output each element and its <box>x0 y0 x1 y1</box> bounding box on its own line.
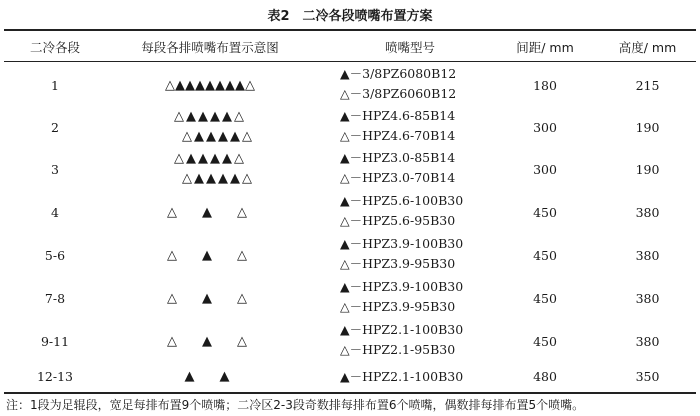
row-section: 12-13 <box>36 369 74 384</box>
row-section: 3 <box>51 162 59 177</box>
header-spacing: 间距/ mm <box>516 40 574 55</box>
row-pattern: △ ▲ △ <box>167 205 253 220</box>
row-section: 7-8 <box>44 291 66 306</box>
row-nozzle-top: ▲－HPZ2.1-100B30 <box>340 322 464 337</box>
row-spacing: 450 <box>533 248 557 263</box>
row-spacing: 300 <box>533 162 557 177</box>
row-nozzle-top: ▲－3/8PZ6080B12 <box>340 66 457 81</box>
row-nozzle-top: ▲－HPZ3.0-85B14 <box>340 150 456 165</box>
header-section: 二冷各段 <box>29 40 80 55</box>
row-height: 380 <box>635 291 660 306</box>
row-height: 215 <box>635 78 660 93</box>
row-pattern: △ ▲ △ <box>167 248 253 263</box>
row-height: 350 <box>635 369 660 384</box>
row-pattern: △▲▲▲▲▲▲▲△ <box>165 78 255 93</box>
row-pattern-bottom: △▲▲▲▲△ <box>182 129 254 144</box>
row-pattern: △ ▲ △ <box>167 291 253 306</box>
row-spacing: 480 <box>533 369 557 384</box>
top-rule <box>4 29 696 31</box>
row-nozzle-bottom: △－HPZ3.9-95B30 <box>340 299 456 314</box>
header-rule <box>4 61 696 62</box>
bottom-rule <box>4 392 696 394</box>
header-nozzle: 喷嘴型号 <box>384 40 435 55</box>
row-nozzle-bottom: △－3/8PZ6060B12 <box>340 86 457 101</box>
row-height: 380 <box>635 205 660 220</box>
row-height: 380 <box>635 334 660 349</box>
row-nozzle-top: ▲－HPZ4.6-85B14 <box>340 108 456 123</box>
row-height: 190 <box>635 162 660 177</box>
row-section: 1 <box>51 78 59 93</box>
row-spacing: 450 <box>533 291 557 306</box>
row-pattern-top: △▲▲▲▲△ <box>174 151 246 166</box>
row-nozzle-bottom: △－HPZ5.6-95B30 <box>340 213 456 228</box>
row-section: 4 <box>51 205 59 220</box>
row-pattern: △ ▲ △ <box>167 334 253 349</box>
row-spacing: 450 <box>533 334 557 349</box>
row-pattern-top: △▲▲▲▲△ <box>174 109 246 124</box>
row-nozzle: ▲－HPZ2.1-100B30 <box>340 369 464 384</box>
row-spacing: 180 <box>533 78 557 93</box>
row-nozzle-bottom: △－HPZ4.6-70B14 <box>340 128 456 143</box>
header-height: 高度/ mm <box>618 40 677 55</box>
row-pattern-bottom: △▲▲▲▲△ <box>182 171 254 186</box>
row-spacing: 450 <box>533 205 557 220</box>
row-nozzle-top: ▲－HPZ5.6-100B30 <box>340 193 464 208</box>
row-height: 190 <box>635 120 660 135</box>
row-nozzle-bottom: △－HPZ3.9-95B30 <box>340 256 456 271</box>
row-spacing: 300 <box>533 120 557 135</box>
header-diagram: 每段各排喷嘴布置示意图 <box>141 40 279 55</box>
row-pattern: ▲ ▲ <box>184 369 236 384</box>
row-section: 9-11 <box>40 334 70 349</box>
row-nozzle-bottom: △－HPZ2.1-95B30 <box>340 342 456 357</box>
row-height: 380 <box>635 248 660 263</box>
row-nozzle-bottom: △－HPZ3.0-70B14 <box>340 170 456 185</box>
row-section: 2 <box>51 120 59 135</box>
table-note: 注：1段为足辊段，宽足每排布置9个喷嘴；二冷区2-3段奇数排每排布置6个喷嘴，偶数排每排布置5个喷嘴。 <box>6 398 585 412</box>
row-nozzle-top: ▲－HPZ3.9-100B30 <box>340 236 464 251</box>
table-title: 表2 二冷各段喷嘴布置方案 <box>267 9 433 24</box>
row-nozzle-top: ▲－HPZ3.9-100B30 <box>340 279 464 294</box>
row-section: 5-6 <box>44 248 66 263</box>
